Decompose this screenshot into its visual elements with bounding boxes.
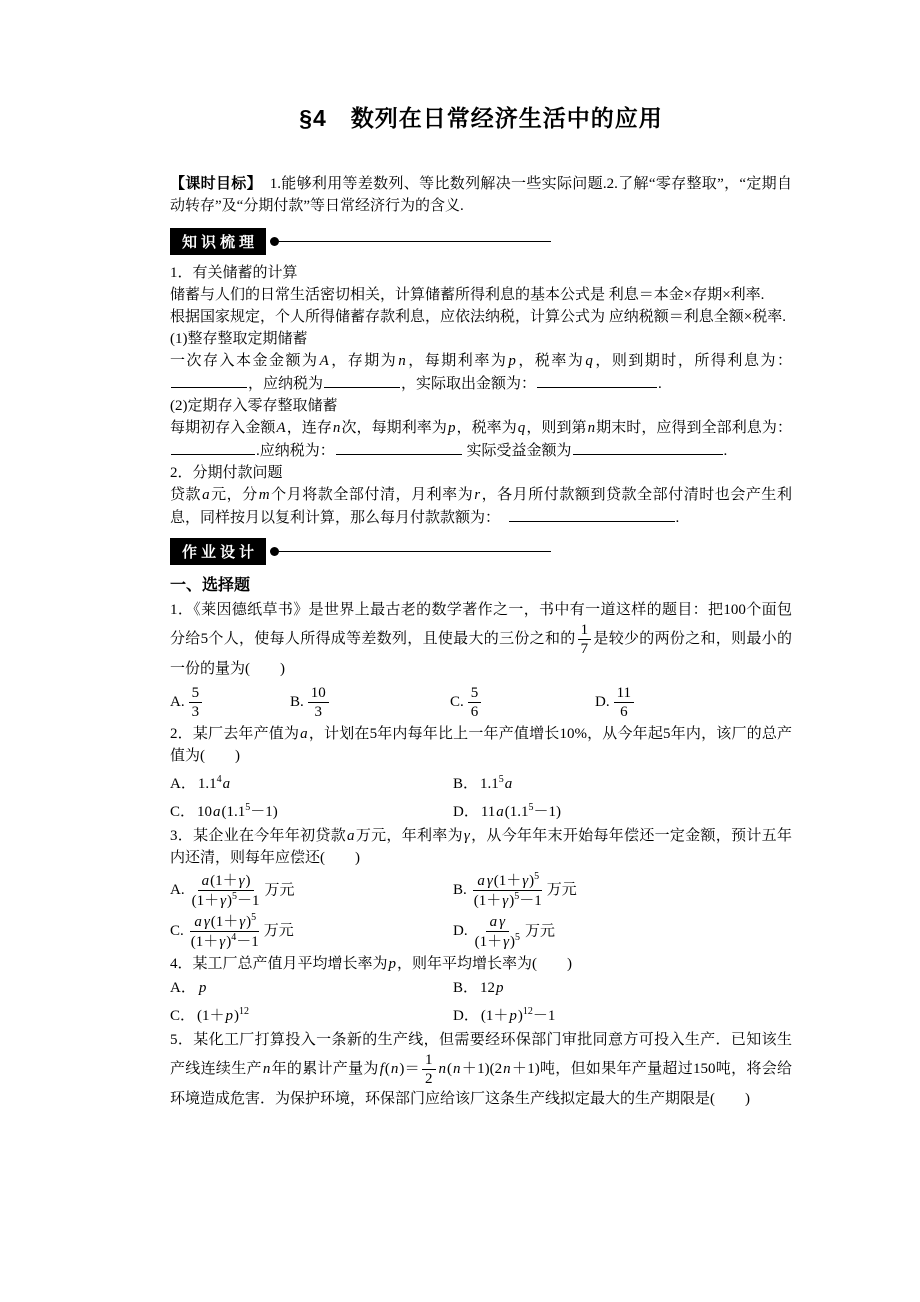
math-variable: a bbox=[213, 804, 221, 820]
fraction bbox=[189, 872, 263, 910]
question-stem: 2．某厂去年产值为a，计划在5年内每年比上一年产值增长10%，从今年起5年内，该厂的总产值为( ) bbox=[170, 726, 792, 764]
superscript: 5 bbox=[251, 912, 257, 923]
math-variable: a bbox=[202, 487, 210, 503]
math-variable: p bbox=[447, 420, 456, 436]
option-label: B． bbox=[453, 980, 479, 996]
math-variable: r bbox=[474, 487, 481, 503]
superscript: 5 bbox=[498, 774, 504, 785]
lesson-objective bbox=[170, 173, 792, 217]
option-label: A． bbox=[170, 776, 196, 792]
option: B. $\frac{a \gamma(1+\gamma)^5}{(1+\gamma)^5-1}$ 万元 bbox=[453, 871, 577, 909]
denominator: $(1+\gamma)^5$ bbox=[474, 931, 521, 950]
math-variable: γ bbox=[499, 913, 506, 930]
numerator: 1 bbox=[422, 1051, 436, 1070]
option-label: B. bbox=[290, 693, 304, 710]
denominator: $(1+\gamma)^5-1$ bbox=[473, 891, 542, 909]
paragraph: 储蓄与人们的日常生活密切相关，计算储蓄所得利息的基本公式是 利息＝本金×存期×利率. bbox=[170, 287, 765, 303]
option-label: A. bbox=[170, 881, 185, 898]
math-variable: n bbox=[332, 420, 341, 436]
fraction bbox=[308, 684, 329, 721]
math-variable: p bbox=[509, 1008, 517, 1024]
numerator bbox=[486, 913, 509, 932]
option bbox=[450, 684, 595, 721]
superscript: 12 bbox=[522, 1006, 533, 1017]
math-variable: p bbox=[225, 1008, 234, 1024]
math-variable: a bbox=[347, 828, 355, 844]
banner-rule bbox=[279, 241, 551, 242]
banner-dot-icon bbox=[270, 237, 279, 246]
option: C. $\frac{a \gamma(1+\gamma)^5}{(1+\gamma)^4-1}$ 万元 bbox=[170, 912, 294, 950]
page-title: §4 数列在日常经济生活中的应用 bbox=[299, 105, 663, 131]
question-stem: 3．某企业在今年年初贷款a万元，年利率为γ，从今年年末开始每年偿还一定金额，预计五年内还清，则每年应偿还( ) bbox=[170, 828, 792, 866]
option-label: A. bbox=[170, 693, 185, 710]
superscript: 5 bbox=[245, 802, 251, 813]
question-stem: 1．《莱因德纸草书》是世界上最古老的数学著作之一，书中有一道这样的题目：把100个面包分给5个人，使每人所得成等差数列，且使最大的三份之和的 $\frac{1}{7}$ 是较少的两份之和，则最小的一份的量为( ) bbox=[170, 602, 792, 677]
superscript: 5 bbox=[514, 891, 520, 902]
numerator: 11 bbox=[614, 684, 634, 703]
math-variable: γ bbox=[502, 893, 509, 909]
fraction bbox=[422, 1051, 436, 1088]
option-label: D． bbox=[453, 804, 479, 820]
math-variable: γ bbox=[503, 933, 510, 950]
math-variable: n bbox=[453, 1060, 461, 1077]
paragraph: (2)定期存入零存整取储蓄 bbox=[170, 398, 338, 414]
question bbox=[170, 599, 792, 721]
denominator: 7 bbox=[580, 641, 589, 657]
option-label: D. bbox=[453, 922, 468, 939]
denominator: $(1+\gamma)^4-1$ bbox=[190, 932, 259, 950]
option-label: D． bbox=[453, 1008, 479, 1024]
option: B． 12p bbox=[453, 980, 504, 996]
denominator: 3 bbox=[191, 704, 200, 720]
math-variable: γ bbox=[486, 873, 493, 889]
option: A. $\frac{a(1+\gamma)}{(1+\gamma)^5-1}$ 万元 bbox=[170, 872, 295, 909]
numerator: 5 bbox=[189, 684, 203, 703]
fraction bbox=[472, 913, 523, 951]
superscript: 12 bbox=[239, 1006, 250, 1017]
denominator: 3 bbox=[314, 704, 323, 720]
denominator: 6 bbox=[470, 704, 479, 720]
option-label: C． bbox=[170, 804, 196, 820]
math-variable: p bbox=[496, 980, 504, 996]
question-stem: 5．某化工厂打算投入一条新的生产线，但需要经环保部门审批同意方可投入生产．已知该生产线连续生产n年的累计产量为f(n)＝ $\frac{1}{2}$ n(n＋1)(2n＋1)吨，但如果年产量超过150吨，将会给环境造成危害．为保护环境，环保部门应给该厂这条生产线拟定最大的生产期限是( ) bbox=[170, 1032, 792, 1107]
numerator: 1 bbox=[578, 621, 592, 640]
blank-line bbox=[573, 439, 723, 455]
math-variable: a bbox=[194, 914, 202, 930]
math-variable: n bbox=[398, 353, 406, 369]
math-variable: a bbox=[201, 872, 210, 889]
options-group bbox=[170, 769, 792, 823]
option-label: B. bbox=[453, 881, 467, 898]
knowledge-section bbox=[170, 262, 792, 529]
blank-line bbox=[171, 439, 255, 455]
math-variable: n bbox=[438, 1060, 446, 1077]
math-variable: a bbox=[504, 776, 513, 792]
option: D. $\frac{\text{a γ}}{(1+\gamma)^5}$ 万元 bbox=[453, 913, 556, 950]
math-variable: A bbox=[276, 420, 286, 436]
paragraph: 一次存入本金金额为A，存期为n，每期利率为p，税率为q，则到期时，所得利息为：，应纳税为 ，实际取出金额为： . bbox=[170, 353, 792, 392]
blank-line bbox=[509, 506, 675, 522]
superscript: 5 bbox=[528, 802, 534, 813]
math-variable: a bbox=[496, 804, 504, 820]
objective-text: 1.能够利用等差数列、等比数列解决一些实际问题.2.了解“零存整取”，“定期自动转存”及“分期付款”等日常经济行为的含义. bbox=[170, 176, 792, 214]
superscript: 5 bbox=[515, 931, 521, 943]
question-stem: 4．某工厂总产值月平均增长率为p，则年平均增长率为( ) bbox=[170, 956, 573, 972]
superscript: 5 bbox=[534, 871, 540, 882]
options-group bbox=[170, 684, 792, 721]
option: A． $1.1^4a$ bbox=[170, 774, 231, 792]
paragraph: 1．有关储蓄的计算 bbox=[170, 265, 298, 281]
blank-line bbox=[336, 439, 462, 455]
homework-banner bbox=[170, 539, 792, 563]
denominator: 2 bbox=[425, 1071, 433, 1087]
objective-label: 【课时目标】 bbox=[170, 175, 255, 192]
numerator: a $\gamma(1+\gamma)^5$ bbox=[190, 912, 259, 932]
math-variable: γ bbox=[239, 914, 246, 930]
paragraph: 贷款a元，分m个月将款全部付清，月利率为r，各月所付款额到贷款全部付清时也会产生利息，同样按月以复利计算，那么每月付款款额为： . bbox=[170, 487, 792, 526]
math-variable: γ bbox=[522, 873, 529, 889]
math-variable: p bbox=[388, 956, 397, 972]
option-label: C. bbox=[450, 693, 464, 710]
blank-line bbox=[171, 372, 247, 388]
math-variable: n bbox=[390, 1060, 399, 1077]
banner-dot-icon bbox=[270, 547, 279, 556]
math-variable: a bbox=[477, 873, 485, 889]
math-variable: a bbox=[222, 776, 231, 792]
question bbox=[170, 1029, 792, 1110]
denominator: $(1+\gamma)^5-1$ bbox=[191, 890, 260, 909]
option bbox=[170, 977, 453, 999]
section-title-multiple-choice: 一、选择题 bbox=[170, 577, 251, 594]
math-variable: n bbox=[262, 1060, 271, 1077]
option: D． $11a(1.1^5-1)$ bbox=[453, 802, 562, 820]
fraction bbox=[189, 684, 203, 721]
paragraph: 2．分期付款问题 bbox=[170, 465, 283, 481]
fraction bbox=[471, 871, 545, 910]
math-variable: m bbox=[258, 487, 270, 503]
math-variable: p bbox=[198, 980, 207, 996]
option-label: D. bbox=[595, 693, 610, 710]
fraction bbox=[578, 621, 592, 658]
option bbox=[595, 684, 792, 721]
math-variable: γ bbox=[463, 828, 470, 844]
numerator: a(1＋γ) bbox=[198, 872, 254, 891]
options-group bbox=[170, 977, 792, 1027]
banner-rule bbox=[279, 551, 551, 552]
blank-line bbox=[324, 372, 400, 388]
numerator: 5 bbox=[468, 684, 482, 703]
option bbox=[170, 684, 290, 721]
option bbox=[290, 684, 450, 721]
fraction bbox=[614, 684, 634, 721]
math-variable: q bbox=[585, 353, 593, 369]
question bbox=[170, 953, 792, 1027]
option: B． $1.1^5a$ bbox=[453, 774, 513, 792]
math-variable: q bbox=[517, 420, 526, 436]
math-variable: A bbox=[319, 353, 329, 369]
questions-container bbox=[170, 599, 792, 1110]
blank-line bbox=[537, 372, 657, 388]
option: D． $(1+p)^{12}-1$ bbox=[453, 1006, 556, 1024]
option-label: C． bbox=[170, 1008, 196, 1024]
question bbox=[170, 825, 792, 951]
numerator: 10 bbox=[308, 684, 329, 703]
knowledge-banner bbox=[170, 229, 792, 253]
question bbox=[170, 723, 792, 823]
option-label: B． bbox=[453, 776, 479, 792]
denominator: 6 bbox=[620, 704, 628, 720]
fraction bbox=[188, 912, 262, 951]
math-variable: n bbox=[587, 420, 596, 436]
superscript: 5 bbox=[232, 890, 238, 902]
paragraph: 根据国家规定，个人所得储蓄存款利息，应依法纳税，计算公式为 应纳税额＝利息全额×税率. bbox=[170, 309, 786, 325]
math-variable: γ bbox=[203, 914, 210, 930]
math-variable: a bbox=[489, 913, 498, 930]
paragraph: (1)整存整取定期储蓄 bbox=[170, 331, 308, 347]
option: C． $10a(1.1^5-1)$ bbox=[170, 802, 278, 820]
option-label: A． bbox=[170, 980, 196, 996]
option-label: C. bbox=[170, 922, 184, 939]
knowledge-banner-label: 知识梳理 bbox=[170, 228, 266, 255]
math-variable: f bbox=[379, 1060, 384, 1077]
math-variable: γ bbox=[238, 872, 245, 889]
math-variable: γ bbox=[220, 892, 227, 909]
math-variable: p bbox=[508, 353, 516, 369]
superscript: 4 bbox=[216, 774, 222, 785]
math-variable: γ bbox=[219, 934, 226, 950]
options-group bbox=[170, 871, 792, 951]
numerator: a $\gamma(1+\gamma)^5$ bbox=[473, 871, 542, 891]
fraction bbox=[468, 684, 482, 721]
math-variable: a bbox=[300, 726, 308, 742]
math-variable: n bbox=[503, 1060, 511, 1077]
superscript: 4 bbox=[231, 932, 237, 943]
option: C． $(1+p)^{12}$ bbox=[170, 1006, 250, 1024]
homework-banner-label: 作业设计 bbox=[170, 538, 266, 565]
paragraph: 每期初存入金额A，连存n次，每期利率为p，税率为q，则到第n期末时，应得到全部利息为：.应纳税为： 实际受益金额为 . bbox=[170, 420, 792, 459]
